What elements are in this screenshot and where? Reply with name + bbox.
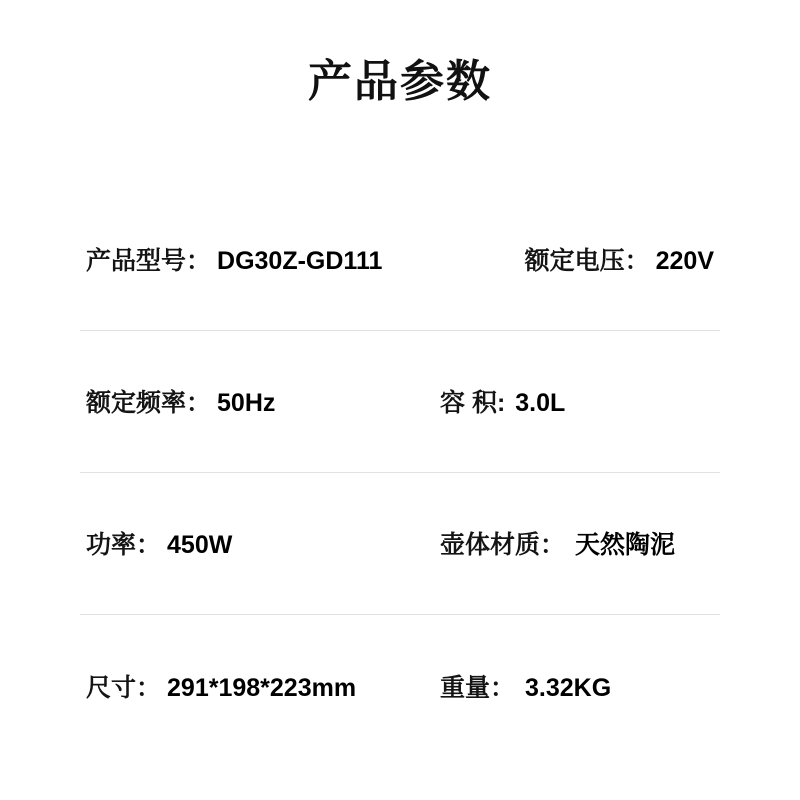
table-row — [80, 189, 720, 331]
spec-label: 额定电压： — [524, 247, 650, 276]
spec-label: 额定频率： — [86, 389, 212, 418]
table-row — [80, 473, 720, 615]
spec-value: 3.0L — [515, 389, 566, 418]
spec-cell-model — [80, 241, 440, 277]
spec-label: 壶体材质： — [440, 531, 566, 560]
spec-value: 220V — [655, 247, 714, 276]
spec-label: 产品型号： — [86, 247, 212, 276]
spec-label: 尺寸： — [86, 673, 162, 702]
spec-value: 450W — [167, 531, 233, 560]
spec-cell-material — [440, 525, 720, 561]
spec-cell-weight — [440, 668, 720, 704]
spec-value: 291*198*223mm — [167, 673, 357, 702]
page-title: 产品参数 — [308, 57, 492, 106]
table-row — [80, 615, 720, 757]
spec-label: 容 积: — [440, 389, 506, 418]
spec-value: 3.32KG — [525, 673, 612, 702]
spec-value: DG30Z-GD111 — [217, 247, 383, 276]
spec-value: 50Hz — [217, 389, 276, 418]
spec-cell-voltage — [440, 241, 720, 277]
spec-label: 重量： — [440, 673, 516, 702]
spec-cell-power — [80, 525, 440, 561]
spec-table — [80, 189, 720, 757]
spec-label: 功率： — [86, 531, 162, 560]
spec-value: 天然陶泥 — [575, 531, 676, 560]
spec-cell-dimensions — [80, 668, 440, 704]
spec-cell-capacity — [440, 383, 720, 419]
table-row — [80, 331, 720, 473]
spec-cell-frequency — [80, 383, 440, 419]
